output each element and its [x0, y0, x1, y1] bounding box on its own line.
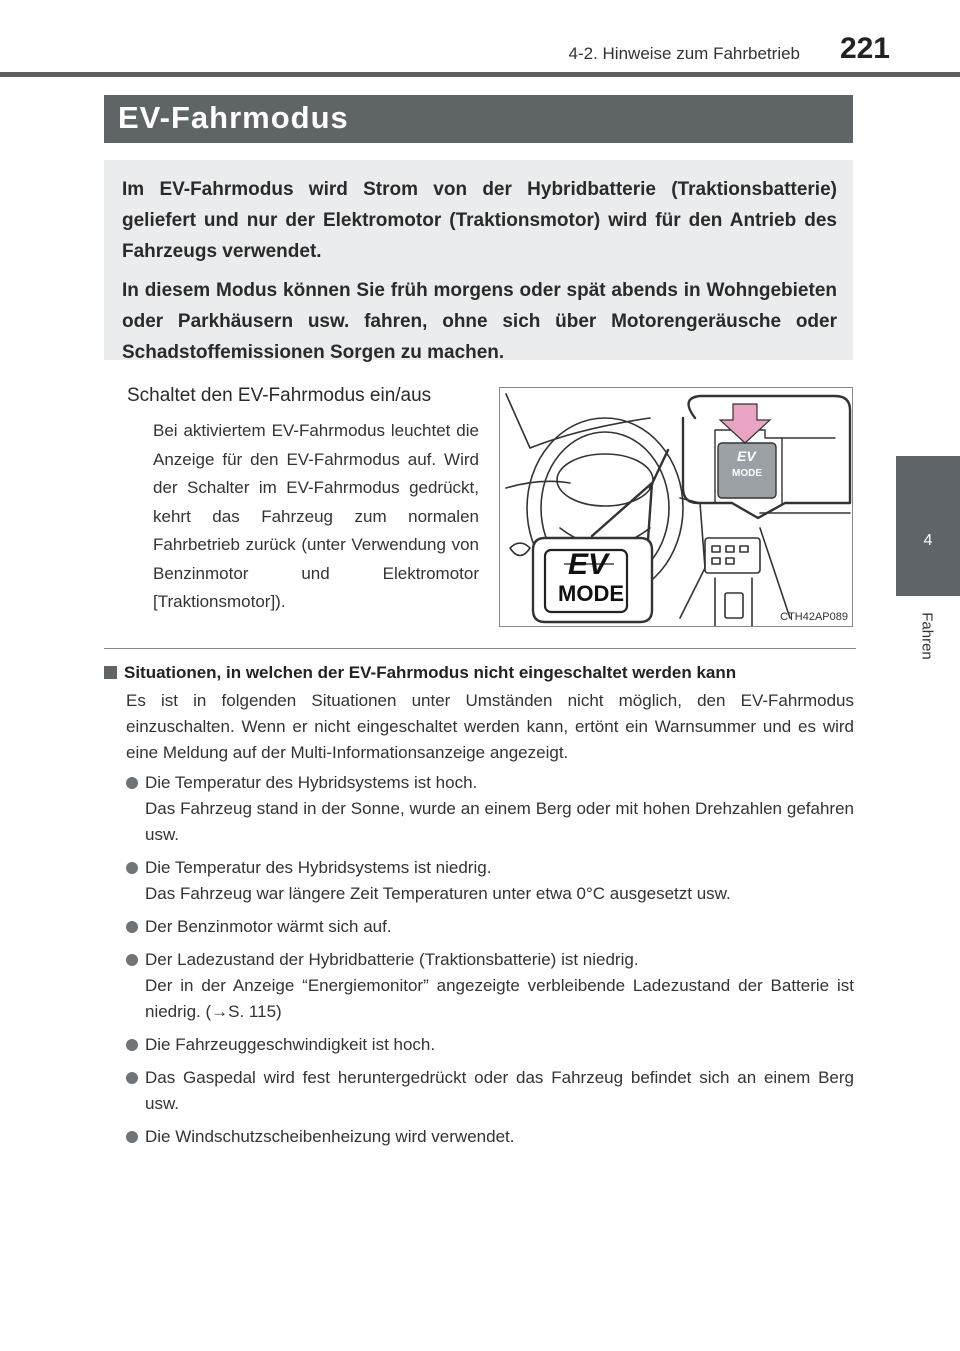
list-item: [126, 914, 854, 940]
list-item: [126, 1065, 854, 1117]
header-rule: [0, 72, 960, 77]
bullet-dot-icon: [126, 954, 138, 966]
chapter-label-area: [895, 600, 959, 670]
list-item-text: Die Windschutzscheibenheizung wird verwendet.: [145, 1127, 515, 1146]
dashboard-illustration: [499, 387, 853, 627]
small-mode-label: MODE: [732, 468, 762, 479]
intro-paragraph-1: Im EV-Fahrmodus wird Strom von der Hybridbatterie (Traktionsbatterie) geliefert und nur der Elektromotor (Traktionsmotor) wird für den Antrieb des Fahrzeugs verwendet.: [122, 179, 837, 262]
page-number: 221: [839, 32, 890, 65]
intro-box: [104, 160, 853, 363]
dashboard-drawing: [500, 388, 853, 627]
bullet-dot-icon: [126, 777, 138, 789]
list-item: [126, 770, 854, 848]
list-item-text: Die Temperatur des Hybridsystems ist hoch.: [145, 773, 478, 792]
switch-title: Schaltet den EV-Fahrmodus ein/aus: [127, 385, 432, 406]
bullet-dot-icon: [126, 921, 138, 933]
big-mode-label: MODE: [558, 581, 624, 606]
figure-code: CTH42AP089: [780, 611, 848, 623]
list-item-text: Das Gaspedal wird fest heruntergedrückt oder das Fahrzeug befindet sich an einem Berg usw.: [145, 1068, 854, 1113]
list-item-text: Der Ladezustand der Hybridbatterie (Traktionsbatterie) ist niedrig.: [145, 950, 639, 969]
small-ev-label: EV: [737, 448, 756, 464]
list-item-text: Der Benzinmotor wärmt sich auf.: [145, 917, 392, 936]
page-title: EV-Fahrmodus: [118, 100, 349, 135]
page-title-bar: [104, 95, 853, 143]
header-section-title: 4-2. Hinweise zum Fahrbetrieb: [568, 44, 800, 63]
chapter-number: 4: [923, 532, 933, 549]
chapter-label: Fahren: [918, 612, 936, 660]
list-item: [126, 947, 854, 1025]
intro-paragraph-2: In diesem Modus können Sie früh morgens oder spät abends in Wohngebieten oder Parkhäusern usw. fahren, ohne sich über Motorengeräusche oder Schadstoffemissionen Sorgen zu machen.: [122, 280, 837, 363]
situations-heading-text: Situationen, in welchen der EV-Fahrmodus nicht eingeschaltet werden kann: [124, 663, 737, 682]
bullet-dot-icon: [126, 1131, 138, 1143]
list-item-detail: Der in der Anzeige “Energiemonitor” angezeigte verbleibende Ladezustand der Batterie ist niedrig. (→S. 115): [145, 976, 854, 1021]
bullet-dot-icon: [126, 1039, 138, 1051]
section-separator: [104, 648, 856, 649]
list-item-text: Die Fahrzeuggeschwindigkeit ist hoch.: [145, 1035, 436, 1054]
situations-intro: Es ist in folgenden Situationen unter Umständen nicht möglich, den EV-Fahrmodus einzuschalten. Wenn er nicht eingeschaltet werden kann, ertönt ein Warnsummer und es wird eine Meldung auf der Multi-Informationsanzeige angezeigt.: [126, 691, 854, 762]
big-ev-label: EV: [568, 548, 609, 581]
list-item-text: Die Temperatur des Hybridsystems ist niedrig.: [145, 858, 492, 877]
list-item-detail: Das Fahrzeug stand in der Sonne, wurde an einem Berg oder mit hohen Drehzahlen gefahren usw.: [145, 799, 854, 844]
list-item: [126, 855, 854, 907]
list-item-detail: Das Fahrzeug war längere Zeit Temperaturen unter etwa 0°C ausgesetzt usw.: [145, 884, 731, 903]
situations-list: [126, 770, 854, 1157]
list-item: [126, 1032, 854, 1058]
chapter-tab: [896, 456, 960, 596]
bullet-dot-icon: [126, 1072, 138, 1084]
switch-description: Bei aktiviertem EV-Fahrmodus leuchtet die Anzeige für den EV-Fahrmodus auf. Wird der Schalter im EV-Fahrmodus gedrückt, kehrt das Fahrzeug zum normalen Fahrbetrieb zurück (unter Verwendung von Benzinmotor und Elektromotor [Traktionsmotor]).: [153, 421, 479, 611]
square-bullet-icon: [104, 666, 117, 679]
situations-heading: [104, 663, 864, 683]
bullet-dot-icon: [126, 862, 138, 874]
list-item: [126, 1124, 854, 1150]
